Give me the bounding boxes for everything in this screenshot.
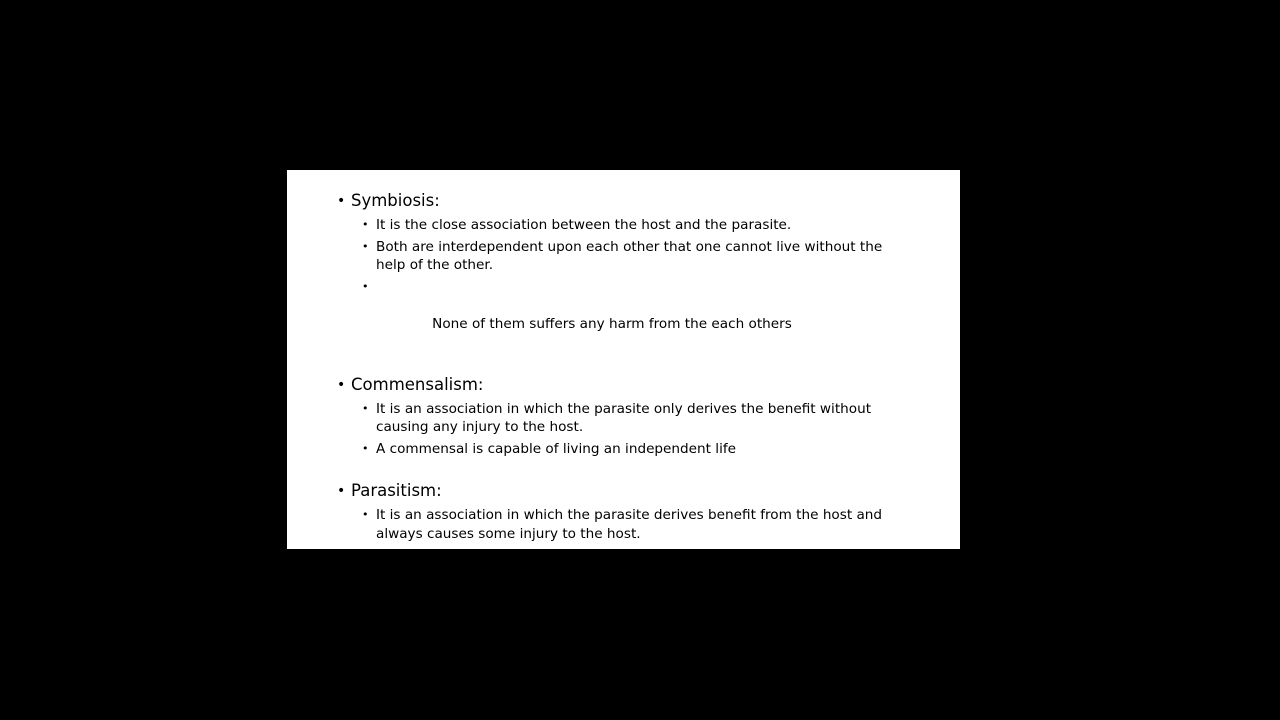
list-item — [337, 440, 907, 459]
bullet-icon: • — [362, 441, 369, 455]
bullet-icon: • — [362, 548, 369, 561]
point-text: The host gets no benefit in return. — [376, 547, 610, 563]
list-item — [337, 238, 907, 275]
section-parasitism — [337, 479, 907, 565]
section-heading — [337, 479, 907, 503]
bullet-icon: • — [362, 218, 369, 231]
list-item — [337, 216, 907, 235]
bullet-icon: • — [362, 401, 369, 415]
point-text: It is the close association between the host and the parasite. — [376, 217, 792, 233]
point-text: It is an association in which the parasite derives benefit from the host and always causes some injury to the host. — [376, 507, 883, 542]
point-list — [337, 400, 907, 459]
point-text: A commensal is capable of living an independent life — [376, 440, 737, 457]
heading-text: Symbiosis: — [351, 191, 440, 210]
point-list — [337, 506, 907, 565]
heading-text: Parasitism: — [351, 481, 442, 500]
list-item — [337, 546, 907, 565]
section-heading — [337, 189, 907, 213]
heading-text: Commensalism: — [351, 374, 484, 394]
bullet-icon: • — [337, 376, 346, 393]
slide — [287, 170, 960, 563]
bullet-icon: • — [362, 239, 369, 253]
point-text: None of them suffers any harm from the each others — [427, 315, 792, 332]
bullet-icon: • — [362, 279, 369, 293]
point-list — [337, 216, 907, 352]
bullet-icon: • — [337, 193, 346, 209]
list-item — [337, 506, 907, 543]
bullet-icon: • — [362, 508, 369, 521]
list-item — [337, 400, 907, 437]
section-heading — [337, 373, 907, 397]
section-symbiosis — [337, 189, 907, 352]
point-text: It is an association in which the parasite only derives the benefit without causing any injury to the host. — [376, 400, 872, 435]
list-item — [337, 278, 907, 352]
section-commensalism — [337, 373, 907, 459]
bullet-icon: • — [337, 483, 346, 499]
point-text: Both are interdependent upon each other that one cannot live without the help of the other. — [376, 238, 883, 273]
slide-content — [337, 189, 907, 586]
